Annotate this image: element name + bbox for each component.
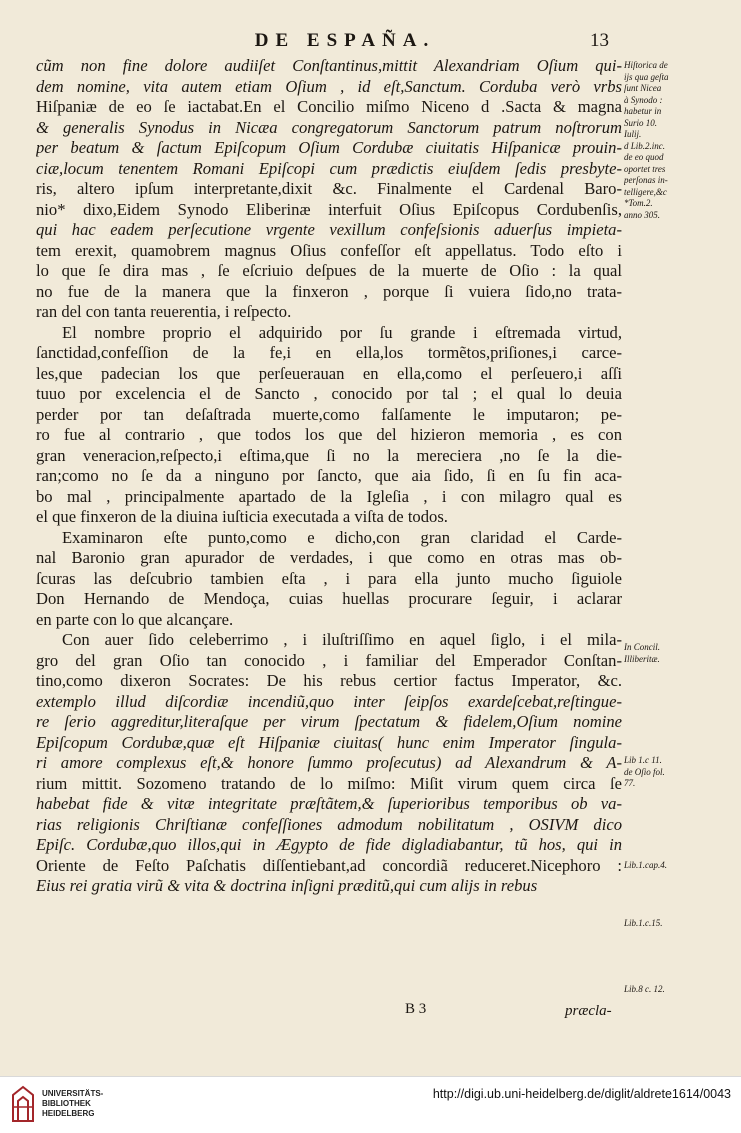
library-name-line: BIBLIOTHEK (42, 1099, 91, 1108)
margin-note-line: Surio 10. (624, 117, 658, 128)
margin-note-lib-1-c-15 (624, 918, 736, 930)
margin-note-line: Lib.8 c. 12. (624, 984, 665, 994)
text-line: tuuo por excelencia el de Sancto , conocido por tal ; el qual lo deuia (36, 384, 622, 403)
text-line: tem erexit, quamobrem magnus Oſius confeſſor eſt appellatus. Todo eſto i (36, 240, 622, 260)
text-line: qui hac eadem perſecutione vrgente vexillum confeſsionis aduerſus impieta- (36, 220, 622, 239)
text-line: Don Hernando de Mendoça, cuias huellas procurare ſeguir, i aclarar (36, 589, 622, 608)
running-head: DE ESPAÑA. (254, 30, 436, 51)
margin-note-line: 77. (624, 778, 636, 788)
text-line: re ſerio aggreditur,literaſque per virum ſpectatum & fidelem,Oſium nomine (36, 712, 622, 731)
text-line: dem nomine, vita autem etiam Oſium , id eſt,Sanctum. Corduba verò vrbs (36, 76, 622, 96)
margin-note-line: ijs qua geſta (624, 71, 669, 82)
margin-note-line: telligere,&c (624, 186, 667, 197)
text-line: ri amore complexus eſt,& honore ſummo proſecutus) ad Alexandrum & A- (36, 753, 622, 772)
margin-note-lib-1-cap-4 (624, 860, 736, 872)
margin-note-historica (624, 60, 736, 221)
text-line: Oriente de Feſto Paſchatis diſſentiebant,ad concordiã reduceret.Nicephoro : (36, 855, 622, 875)
text-line: ciæ,locum tenentem Romani Epiſcopi cum prædictis eiuſdem ſedis presbyte- (36, 158, 622, 178)
university-logo-icon[interactable] (10, 1085, 36, 1123)
signature-mark: B 3 (405, 1001, 427, 1017)
text-line: ran;como no ſe da a ninguno por ſancto, que aia ſido, ſi en ſu fin aca- (36, 466, 622, 485)
text-line: no fue de la manera que la finxeron , porque ſi vuiera ſido,no trata- (36, 281, 622, 301)
text-line: bo mal , principalmente apartado de la Igleſia , i con milagro qual es (36, 486, 622, 506)
margin-note-line: de Oſio fol. (624, 766, 665, 777)
margin-note-line: de eo quod (624, 152, 664, 162)
text-line: nio* dixo,Eidem Synodo Eliberinæ interfuit Oſius Epiſcopus Cordubenſis, (36, 199, 622, 219)
margin-note-line: perſonas in- (624, 175, 668, 185)
viewer-footer (0, 1076, 741, 1133)
text-line: rium mittit. Sozomeno tratando de lo miſmo: Miſit virum quem circa ſe (36, 773, 622, 793)
text-line: El nombre proprio el adquirido por ſu grande i eſtremada virtud, (62, 322, 622, 342)
margin-note-lib-8 (624, 984, 736, 996)
text-line: Epiſc. Cordubæ,quo illos,qui in Ægypto de fide digladiabantur, tũ hos, qui in (36, 835, 622, 854)
page-number: 13 (590, 30, 609, 51)
margin-note-line: oportet tres (624, 163, 666, 174)
text-line: ro fue al contrario , que todos los que del hizieron memoria , es con (36, 425, 622, 444)
margin-note-line: Lib.1.c.15. (624, 918, 663, 928)
text-line: gran veneracion,reſpecto,i eſtima,que ſi no la mereciera ,no ſe la die- (36, 445, 622, 465)
text-line: habebat fide & vitæ integritate præſtãtem,& ſuperioribus temporibus ob va- (36, 794, 622, 813)
text-line: nal Baronio gran apurador de verdades, i que como en otras mas ob- (36, 548, 622, 567)
library-name-line: HEIDELBERG (42, 1109, 95, 1118)
text-line: cũm non fine dolore audiiſet Conſtantinus,mittit Alexandriam Oſium qui- (36, 56, 622, 75)
text-line: ſanctidad,confeſſion de la fe,i en ella,los tormẽtos,priſiones,i carce- (36, 343, 622, 362)
text-line: Hiſpaniæ de eo ſe iactabat.En el Concilio miſmo Niceno d .Sacta & magna (36, 97, 622, 116)
text-line: Examinaron eſte punto,como e dicho,con gran claridad el Carde- (62, 527, 622, 547)
text-line: gro del gran Oſio tan conocido , i familiar del Emperador Conſtan- (36, 650, 622, 670)
text-line: ris, altero ipſum interpretante,dixit &c. Finalmente el Cardenal Baro- (36, 179, 622, 198)
page-url-link[interactable]: http://digi.ub.uni-heidelberg.de/diglit/aldrete1614/0043 (432, 1087, 731, 1101)
margin-note-line: Lib 1.c 11. (624, 755, 662, 765)
text-line: lo que ſe dira mas , ſe eſcriuio deſpues de la muerte de Oſio : la qual (36, 261, 622, 280)
margin-note-line: à Synodo : (624, 94, 663, 105)
margin-note-lib-1-c-11 (624, 755, 736, 790)
margin-note-concil (624, 642, 736, 665)
text-line: Epiſcopum Cordubæ,quæ eſt Hiſpaniæ ciuitas( hunc enim Imperator ſingula- (36, 732, 622, 752)
margin-note-line: ſunt Nicea (624, 83, 662, 93)
text-line: & generalis Synodus in Nicæa congregatorum Sanctorum patrum noſtrorum (36, 117, 622, 137)
text-line: en parte con lo que alcançare. (36, 609, 234, 629)
text-line: ſcuras las deſcubrio tambien eſta , i para ella junto mucho ſiguiole (36, 568, 622, 588)
text-line: per beatum & ſactum Epiſcopum Oſium Cordubæ ciuitatis Hiſpanicæ prouin- (36, 138, 622, 157)
text-line: tino,como dixeron Socrates: De his rebus certior factus Imperator, &c. (36, 671, 622, 690)
text-line: ran del con tanta reuerentia, i reſpecto. (36, 302, 292, 321)
margin-note-line: Hiſtorica de (624, 60, 668, 70)
margin-note-line: Lib.1.cap.4. (624, 860, 668, 870)
text-line: extemplo illud diſcordiæ incendiũ,quo inter ſeipſos exardeſcebat,reſtingue- (36, 691, 622, 711)
text-line: perder por tan deſaſtrada muerte,como falſamente le imputaron; pe- (36, 404, 622, 424)
margin-note-line: *Tom.2. (624, 198, 653, 208)
catchword: præcla- (565, 1003, 612, 1019)
text-line: les,que padecian los que perſeuerauan en ella,como el perſeuero,i aſſi (36, 363, 622, 383)
library-name-line: UNIVERSITÄTS- (42, 1089, 104, 1098)
margin-note-line: habetur in (624, 106, 662, 116)
margin-note-line: In Concil. (624, 642, 660, 652)
text-line: el que finxeron de la diuina iuſticia executada a viſta de todos. (36, 507, 448, 526)
text-line: Con auer ſido celeberrimo , i iluſtriſſimo en aquel ſiglo, i el mila- (62, 630, 622, 649)
library-name[interactable] (42, 1089, 103, 1119)
text-line: rias religionis Chriſtianæ confeſſiones admodum nobilitatum , OSIVM dico (36, 814, 622, 834)
text-line: Eius rei gratia virũ & vita & doctrina inſigni præditũ,qui cum alijs in rebus (36, 876, 538, 895)
margin-note-line: d Lib.2.inc. (624, 140, 666, 151)
margin-note-line: anno 305. (624, 209, 660, 220)
body-text (36, 56, 622, 897)
margin-note-line: Illiberitæ. (624, 653, 660, 664)
margin-note-line: Iulij. (624, 129, 642, 139)
